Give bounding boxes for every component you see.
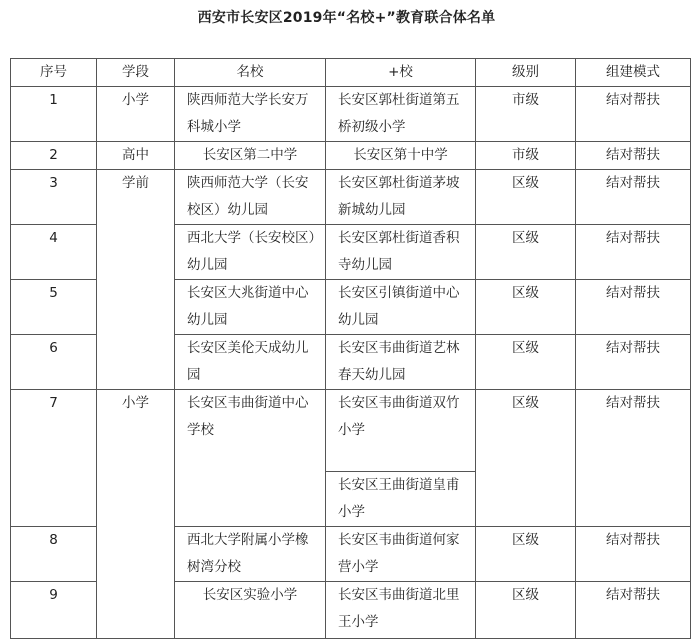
cell-no: 8: [11, 527, 97, 582]
cell-no: 2: [11, 142, 97, 170]
cell-no: 9: [11, 582, 97, 639]
cell-stage: 高中: [97, 142, 175, 170]
header-famous-school: 名校: [175, 59, 326, 87]
header-stage: 学段: [97, 59, 175, 87]
cell-level: 区级: [476, 335, 576, 390]
cell-level: 区级: [476, 170, 576, 225]
cell-level: 区级: [476, 225, 576, 280]
cell-plus-school: 长安区引镇街道中心幼儿园: [326, 280, 476, 335]
table-row: [11, 390, 691, 472]
cell-famous-school: 长安区韦曲街道中心学校: [175, 390, 326, 527]
cell-mode: 结对帮扶: [576, 335, 691, 390]
table-header-row: [11, 59, 691, 87]
cell-plus-school: 长安区第十中学: [326, 142, 476, 170]
cell-no: 4: [11, 225, 97, 280]
cell-famous-school: 长安区第二中学: [175, 142, 326, 170]
cell-mode: 结对帮扶: [576, 390, 691, 527]
cell-mode: 结对帮扶: [576, 582, 691, 639]
cell-stage: 小学: [97, 390, 175, 639]
cell-no: 6: [11, 335, 97, 390]
header-level: 级别: [476, 59, 576, 87]
cell-level: 区级: [476, 527, 576, 582]
cell-mode: 结对帮扶: [576, 280, 691, 335]
cell-no: 3: [11, 170, 97, 225]
header-mode: 组建模式: [576, 59, 691, 87]
cell-mode: 结对帮扶: [576, 527, 691, 582]
cell-mode: 结对帮扶: [576, 170, 691, 225]
table-row: [11, 87, 691, 142]
cell-famous-school: 西北大学附属小学橡树湾分校: [175, 527, 326, 582]
cell-stage: 学前: [97, 170, 175, 390]
cell-level: 区级: [476, 582, 576, 639]
page-title: 西安市长安区2019年“名校+”教育联合体名单: [197, 10, 496, 26]
cell-stage: 小学: [97, 87, 175, 142]
cell-plus-school-2: 长安区王曲街道皇甫小学: [326, 472, 476, 527]
cell-no: 7: [11, 390, 97, 527]
cell-level: 区级: [476, 280, 576, 335]
cell-famous-school: 长安区实验小学: [175, 582, 326, 639]
cell-mode: 结对帮扶: [576, 142, 691, 170]
cell-mode: 结对帮扶: [576, 87, 691, 142]
table-row: [11, 170, 691, 225]
cell-famous-school: 西北大学（长安校区）幼儿园: [175, 225, 326, 280]
cell-level: 市级: [476, 87, 576, 142]
cell-no: 5: [11, 280, 97, 335]
cell-plus-school: 长安区郭杜街道第五桥初级小学: [326, 87, 476, 142]
header-no: 序号: [11, 59, 97, 87]
cell-famous-school: 长安区大兆街道中心幼儿园: [175, 280, 326, 335]
cell-famous-school: 陕西师范大学（长安校区）幼儿园: [175, 170, 326, 225]
cell-famous-school: 陕西师范大学长安万科城小学: [175, 87, 326, 142]
cell-no: 1: [11, 87, 97, 142]
cell-plus-school: 长安区韦曲街道艺林春天幼儿园: [326, 335, 476, 390]
cell-level: 市级: [476, 142, 576, 170]
header-plus-school: +校: [326, 59, 476, 87]
cell-mode: 结对帮扶: [576, 225, 691, 280]
table-row: [11, 142, 691, 170]
cell-plus-school: 长安区韦曲街道北里王小学: [326, 582, 476, 639]
cell-plus-school: 长安区韦曲街道双竹小学: [326, 390, 476, 472]
cell-famous-school: 长安区美伦天成幼儿园: [175, 335, 326, 390]
union-list-table: [10, 58, 691, 639]
cell-plus-school: 长安区郭杜街道香积寺幼儿园: [326, 225, 476, 280]
cell-plus-school: 长安区韦曲街道何家营小学: [326, 527, 476, 582]
cell-plus-school: 长安区郭杜街道茅坡新城幼儿园: [326, 170, 476, 225]
cell-level: 区级: [476, 390, 576, 527]
